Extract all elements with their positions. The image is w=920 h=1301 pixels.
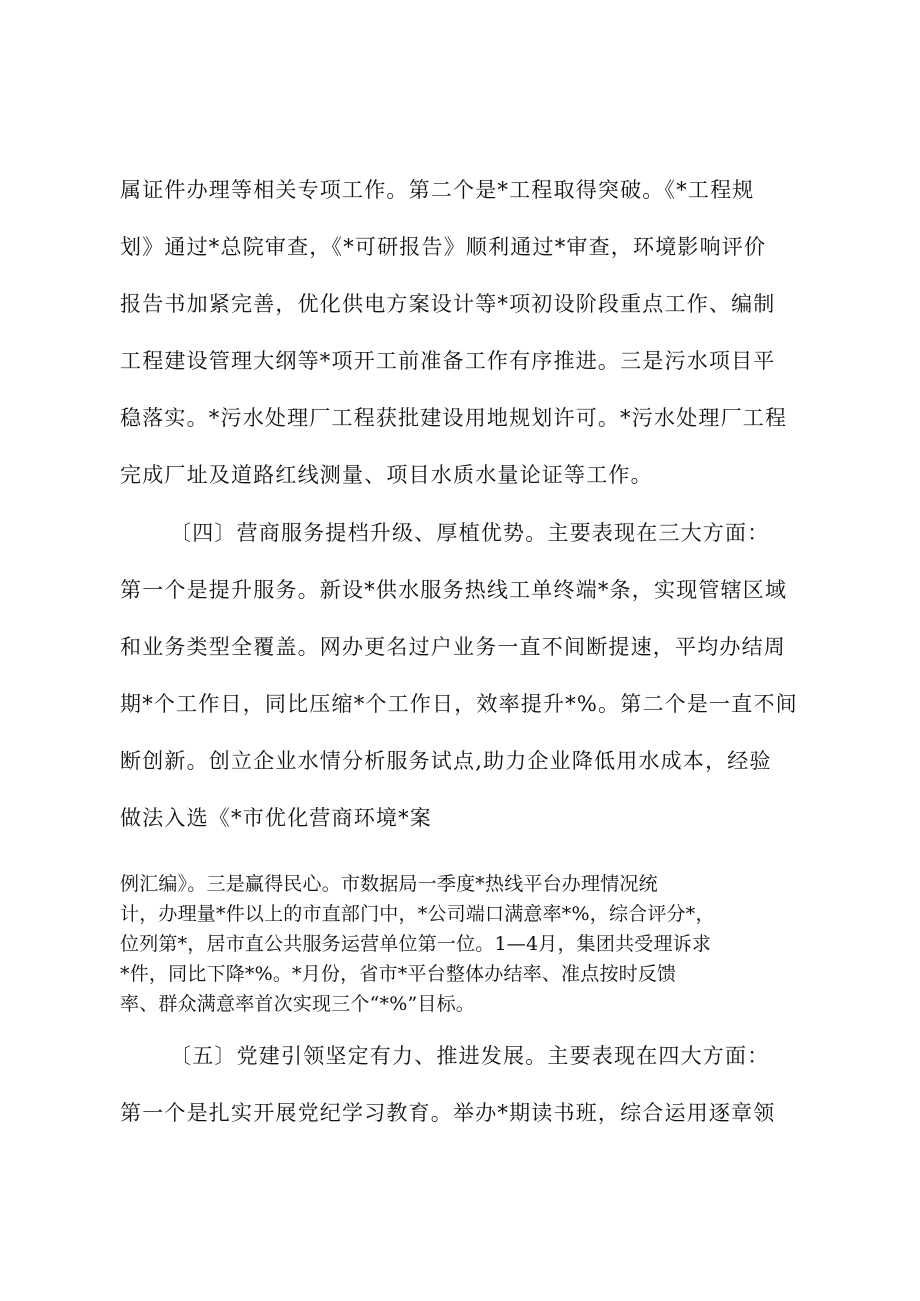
paragraph-line: 报告书加紧完善，优化供电方案设计等*项初设阶段重点工作、编制 xyxy=(120,292,776,316)
section-heading-five: 〔五〕党建引领坚定有力、推进发展。主要表现在四大方面： xyxy=(170,1044,770,1068)
paragraph-line: 断创新。创立企业水情分析服务试点,助力企业降低用水成本，经验 xyxy=(120,749,772,773)
paragraph-line: 稳落实。*污水处理厂工程获批建设用地规划许可。*污水处理厂工程 xyxy=(120,406,788,430)
paragraph-line: 完成厂址及道路红线测量、项目水质水量论证等工作。 xyxy=(120,463,653,487)
paragraph-line: 划》通过*总院审查，《*可研报告》顺利通过*审查，环境影响评价 xyxy=(120,235,767,259)
paragraph-line: 期*个工作日，同比压缩*个工作日，效率提升*%。第二个是一直不间 xyxy=(120,692,798,716)
paragraph-line: 第一个是提升服务。新设*供水服务热线工单终端*条，实现管辖区域 xyxy=(120,578,788,602)
paragraph-line: 计，办理量*件以上的市直部门中，*公司端口满意率*%，综合评分*， xyxy=(120,903,715,925)
paragraph-line: 做法入选《*市优化营商环境*案 xyxy=(120,806,432,830)
paragraph-line: 第一个是扎实开展党纪学习教育。举办*期读书班，综合运用逐章领 xyxy=(120,1101,776,1125)
paragraph-line: 工程建设管理大纲等*项开工前准备工作有序推进。三是污水项目平 xyxy=(120,349,776,373)
paragraph-line: 例汇编》。三是赢得民心。市数据局一季度*热线平台办理情况统 xyxy=(120,873,658,895)
paragraph-line: 位列第*，居市直公共服务运营单位第一位。1—4月，集团共受理诉求 xyxy=(120,933,712,955)
section-heading-four: 〔四〕营商服务提档升级、厚植优势。主要表现在三大方面： xyxy=(170,521,770,545)
paragraph-line: 率、群众满意率首次实现三个“*%”目标。 xyxy=(120,993,475,1015)
paragraph-line: 属证件办理等相关专项工作。第二个是*工程取得突破。《*工程规 xyxy=(120,178,755,202)
paragraph-line: *件，同比下降*%。*月份，省市*平台整体办结率、准点按时反馈 xyxy=(120,963,677,985)
paragraph-line: 和业务类型全覆盖。网办更名过户业务一直不间断提速，平均办结周 xyxy=(120,635,786,659)
